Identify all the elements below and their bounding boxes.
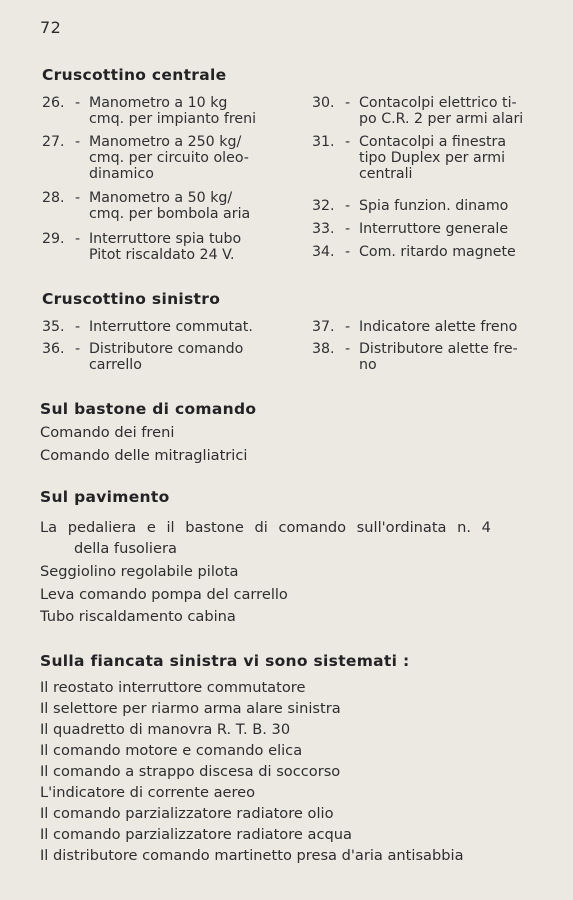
section-title-floor: Sul pavimento <box>40 488 170 506</box>
item-number: 31. <box>312 134 335 150</box>
item-text: Distributore alette fre- no <box>359 341 518 373</box>
text-line: Il reostato interruttore commutatore <box>40 679 306 696</box>
item-text: Contacolpi elettrico ti- po C.R. 2 per armi alari <box>359 95 524 127</box>
item-text: Manometro a 50 kg/ cmq. per bombola aria <box>89 190 251 222</box>
item-text: Interruttore generale <box>359 221 509 237</box>
text-line: Il quadretto di manovra R. T. B. 30 <box>40 721 291 738</box>
item-text: Indicatore alette freno <box>359 319 518 335</box>
text-line: Il selettore per riarmo arma alare sinistra <box>40 700 341 717</box>
text-line: Tubo riscaldamento cabina <box>40 608 236 625</box>
item-number: 26. <box>42 95 65 111</box>
item-number: 32. <box>312 198 335 214</box>
item-number: 35. <box>42 319 65 335</box>
text-line: Il distributore comando martinetto presa d'aria antisabbia <box>40 847 464 864</box>
item-number: 33. <box>312 221 335 237</box>
text-line: Comando delle mitragliatrici <box>40 447 248 464</box>
item-number: 36. <box>42 341 65 357</box>
item-number: 37. <box>312 319 335 335</box>
text-line: Leva comando pompa del carrello <box>40 586 288 603</box>
item-number: 34. <box>312 244 335 260</box>
item-text: Distributore comando carrello <box>89 341 244 373</box>
item-number: 28. <box>42 190 65 206</box>
item-text: Spia funzion. dinamo <box>359 198 509 214</box>
item-text: Com. ritardo magnete <box>359 244 516 260</box>
text-line: Il comando a strappo discesa di soccorso <box>40 763 341 780</box>
item-text: Contacolpi a finestra tipo Duplex per armi centrali <box>359 134 507 182</box>
text-line: La pedaliera e il bastone di comando sull'ordinata n. 4 <box>40 519 491 536</box>
text-line: Il comando parzializzatore radiatore olio <box>40 805 334 822</box>
item-number: 38. <box>312 341 335 357</box>
document-page: 72 Cruscottino centrale 26. - Manometro a 10 kg cmq. per impianto freni 27. - Manometro a 250 kg/ cmq. per circuito oleo- dinamico 28. - Manometro a 50 kg/ cmq. per bombola aria 29. - Interruttore spia tubo Pitot riscaldato 24 V. 30. - Contacolpi elettrico ti- po C.R. 2 per armi alari 31. - Contacolpi a finestra tipo Duplex per armi centrali 32. - Spia funzion. dinamo 33. - Interruttore generale 34. - Com. ritardo magnete Cruscottino sinistro 35. - Interruttore commutat. 36. - Distributore comando carrello 37. - Indicatore alette freno 38. - Distributore alette fre- no Sul bastone di comando Comando dei freni Comando delle mitragliatrici Sul pavimento La pedaliera e il bastone di comando sull'ordinata n. 4 della fusoliera Seggiolino regolabile pilota Leva comando pompa del carrello Tubo riscaldamento cabina Sulla fiancata sinistra vi sono sistemati : Il reostato interruttore commutatore Il selettore per riarmo arma alare sinistra Il quadretto di manovra R. T. B. 30 Il comando motore e comando elica Il comando a strappo discesa di soccorso L'indicatore di corrente aereo Il comando parzializzatore radiatore olio Il comando parzializzatore radiatore acqua Il distributore comando martinetto presa d'aria antisabbia <box>40 18 524 864</box>
item-text: Interruttore spia tubo Pitot riscaldato 24 V. <box>89 231 242 263</box>
text-line: della fusoliera <box>74 540 177 557</box>
section-title-central: Cruscottino centrale <box>42 66 227 84</box>
item-text: Manometro a 10 kg cmq. per impianto freni <box>89 95 257 127</box>
text-line: Comando dei freni <box>40 424 175 441</box>
item-number: 29. <box>42 231 65 247</box>
text-line: Il comando motore e comando elica <box>40 742 303 759</box>
text-line: Il comando parzializzatore radiatore acqua <box>40 826 352 843</box>
item-number: 27. <box>42 134 65 150</box>
page-number: 72 <box>40 18 62 37</box>
item-text: Interruttore commutat. <box>89 319 253 335</box>
section-title-stick: Sul bastone di comando <box>40 400 257 418</box>
text-line: Seggiolino regolabile pilota <box>40 563 239 580</box>
text-line: L'indicatore di corrente aereo <box>40 784 256 801</box>
section-title-left-side: Sulla fiancata sinistra vi sono sistemati : <box>40 652 410 670</box>
item-text: Manometro a 250 kg/ cmq. per circuito oleo- dinamico <box>89 134 249 182</box>
section-title-left-panel: Cruscottino sinistro <box>42 290 221 308</box>
item-number: 30. <box>312 95 335 111</box>
